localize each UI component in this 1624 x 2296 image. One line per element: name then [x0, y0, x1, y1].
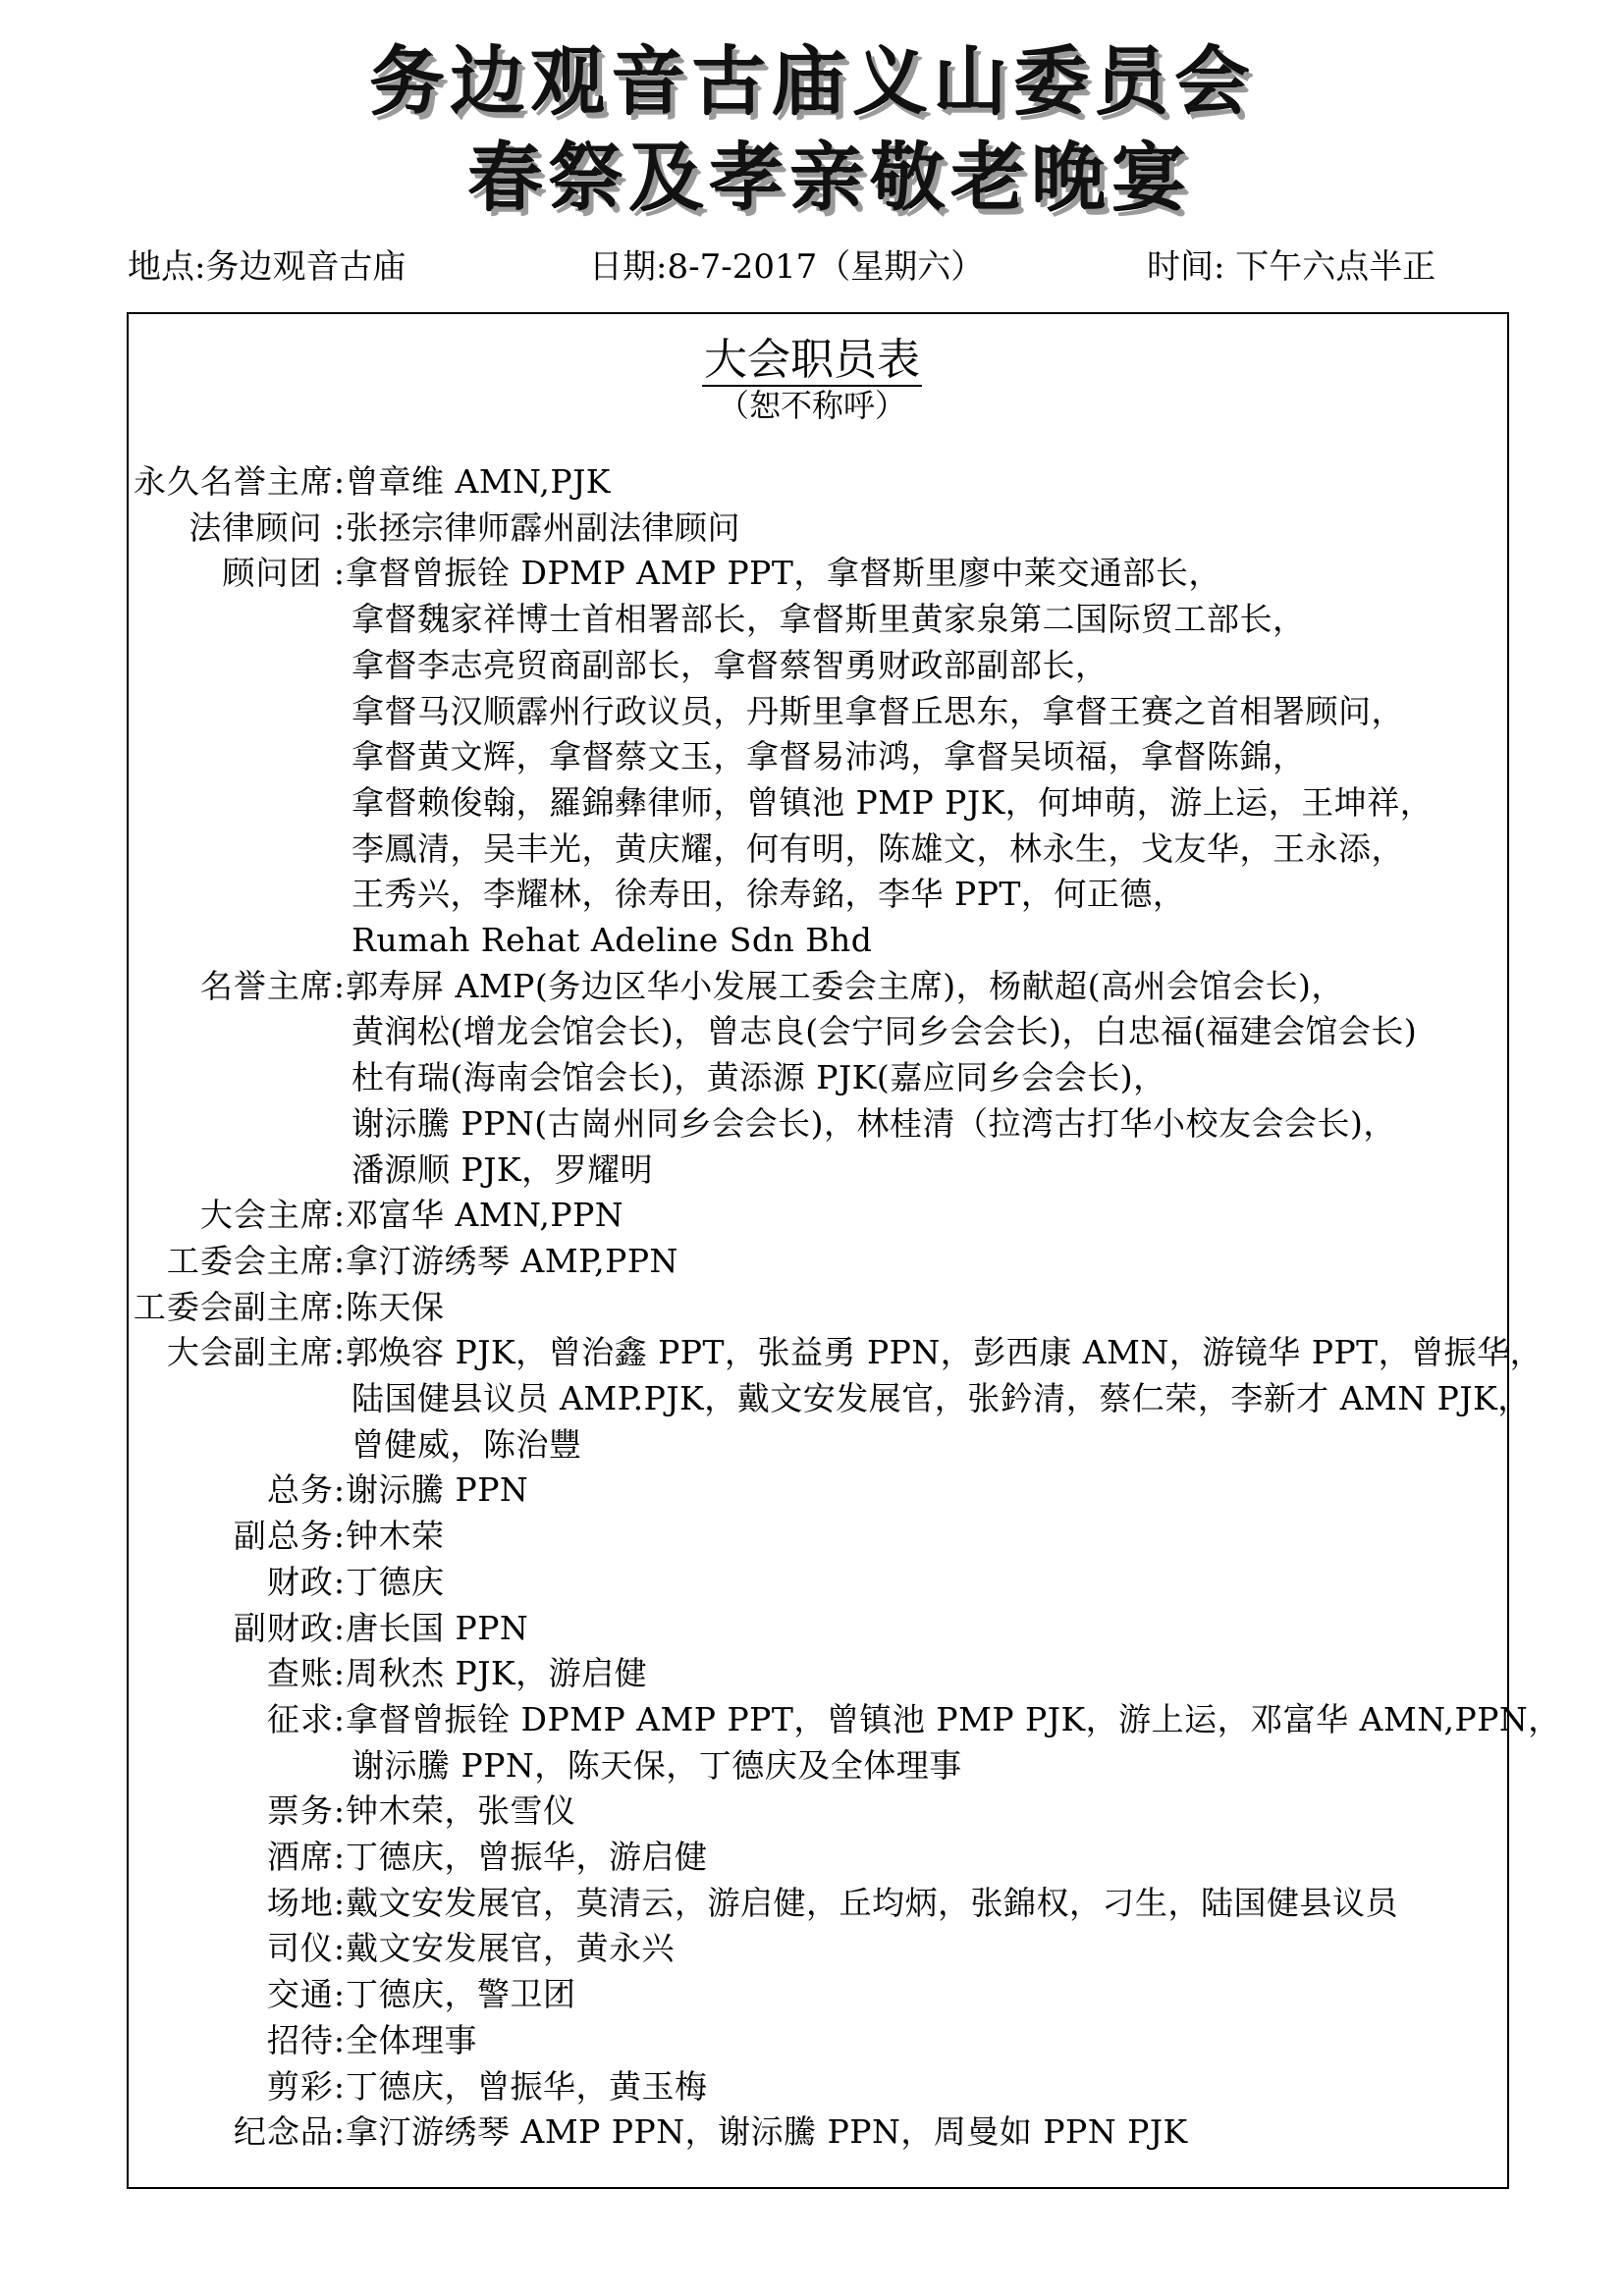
role-label: 永久名誉主席: [133, 462, 346, 501]
role-value: 戴文安发展官，黄永兴 [346, 1929, 675, 1967]
role-row [130, 964, 1344, 1009]
role-label: 交通: [266, 1975, 346, 2013]
page-title-line2: 春祭及孝亲敬老晚宴 [467, 133, 1192, 221]
role-label: 副总务: [233, 1517, 346, 1555]
role-value: 谢沶騰 PPN [346, 1470, 529, 1509]
role-label: 剪彩: [266, 2067, 346, 2106]
role-label: 总务: [266, 1470, 346, 1509]
role-label: 法律顾问 : [189, 508, 346, 547]
role-value-continuation: 黄润松(增龙会馆会长)，曾志良(会宁同乡会会长)，白忠福(福建会馆会长) [352, 1012, 1418, 1050]
role-value-continuation: 谢沶騰 PPN，陈天保，丁德庆及全体理事 [352, 1746, 962, 1785]
role-value: 钟木荣 [346, 1517, 445, 1555]
role-value-continuation: 潘源顺 PJK，罗耀明 [352, 1150, 654, 1189]
event-location: 地点:务边观音古庙 [128, 247, 406, 287]
committee-heading [0, 324, 1624, 387]
role-value-continuation: 李鳳清，吴丰光，黄庆耀，何有明，陈雄文，林永生，戈友华，王永添， [352, 829, 1404, 868]
role-label: 酒席: [266, 1838, 346, 1876]
role-row [130, 1697, 1561, 1742]
committee-heading-text: 大会职员表 [704, 335, 920, 385]
role-label: 大会副主席: [166, 1333, 346, 1371]
event-time: 时间: 下午六点半正 [1147, 247, 1436, 287]
role-label: 顾问团 : [222, 554, 346, 592]
role-value: 全体理事 [346, 2021, 477, 2059]
role-value: 邓富华 AMN,PPN [346, 1196, 624, 1234]
role-value-continuation: 拿督马汉顺霹州行政议员，丹斯里拿督丘思东，拿督王赛之首相署顾问， [352, 692, 1404, 730]
role-value: 丁德庆，警卫团 [346, 1975, 576, 2013]
role-value-continuation: 拿督黄文辉，拿督蔡文玉，拿督易沛鸿，拿督吴顷福，拿督陈錦， [352, 737, 1306, 775]
role-row [130, 1285, 445, 1330]
role-value: 钟木荣，张雪仪 [346, 1791, 576, 1830]
role-row [130, 1239, 678, 1284]
role-value-continuation: Rumah Rehat Adeline Sdn Bhd [352, 921, 873, 959]
role-value: 张拯宗律师霹州副法律顾问 [346, 508, 740, 547]
role-row [130, 459, 611, 505]
committee-subheading: （恕不称呼） [717, 387, 906, 424]
role-value: 拿督曾振铨 DPMP AMP PPT，拿督斯里廖中莱交通部长， [346, 554, 1221, 592]
role-row [130, 2109, 1188, 2155]
role-row [130, 1193, 623, 1238]
role-row [130, 2064, 708, 2109]
role-value: 拿督曾振铨 DPMP AMP PPT，曾镇池 PMP PJK，游上运，邓富华 AMN,PPN， [346, 1700, 1561, 1738]
role-value: 陈天保 [346, 1288, 445, 1326]
role-value-continuation: 陆国健县议员 AMP.PJK，戴文安发展官，张鈐清，蔡仁荣，李新才 AMN PJK， [352, 1379, 1531, 1417]
role-value: 周秋杰 PJK，游启健 [346, 1654, 648, 1692]
role-value: 戴文安发展官，莫清云，游启健，丘均炳，张錦权，刁生，陆国健县议员 [346, 1884, 1398, 1922]
role-label: 副财政: [233, 1609, 346, 1647]
role-value: 丁德庆，曾振华，游启健 [346, 1838, 708, 1876]
role-value-continuation: 杜有瑞(海南会馆会长)，黄添源 PJK(嘉应同乡会会长)， [352, 1058, 1166, 1096]
role-row [130, 1606, 528, 1651]
role-value: 拿汀游绣琴 AMP PPN，谢沶騰 PPN，周曼如 PPN PJK [346, 2112, 1188, 2151]
role-row [130, 506, 740, 551]
role-value: 郭焕容 PJK，曾治鑫 PPT，张益勇 PPN，彭西康 AMN，游镜华 PPT，曾振华， [346, 1333, 1543, 1371]
role-value: 丁德庆，曾振华，黄玉梅 [346, 2067, 708, 2106]
role-label: 名誉主席: [199, 967, 346, 1005]
role-value-continuation: 王秀兴，李耀林，徐寿田，徐寿銘，李华 PPT，何正德， [352, 875, 1186, 913]
role-value: 丁德庆 [346, 1563, 445, 1601]
role-label: 纪念品: [233, 2112, 346, 2151]
role-label: 工委会副主席: [133, 1288, 346, 1326]
role-value: 郭寿屏 AMP(务边区华小发展工委会主席)，杨献超(高州会馆会长)， [346, 967, 1344, 1005]
role-label: 征求: [266, 1700, 346, 1738]
role-value: 拿汀游绣琴 AMP,PPN [346, 1242, 678, 1280]
role-label: 票务: [266, 1791, 346, 1830]
role-value: 曾章维 AMN,PJK [346, 462, 611, 501]
role-label: 财政: [266, 1563, 346, 1601]
page-title-line1: 务边观音古庙义山委员会 [369, 37, 1255, 125]
role-row [130, 1926, 675, 1971]
role-value-continuation: 拿督李志亮贸商副部长，拿督蔡智勇财政部副部长， [352, 646, 1109, 684]
role-label: 查账: [266, 1654, 346, 1692]
role-value-continuation: 谢沶騰 PPN(古崗州同乡会会长)，林桂清（拉湾古打华小校友会会长)， [352, 1104, 1396, 1143]
role-label: 大会主席: [199, 1196, 346, 1234]
role-row [130, 1330, 1543, 1375]
role-label: 工委会主席: [166, 1242, 346, 1280]
event-date: 日期:8-7-2017（星期六） [589, 247, 985, 287]
role-value-continuation: 曾健威，陈治豐 [352, 1425, 582, 1464]
role-row [130, 1468, 528, 1513]
role-value-continuation: 拿督魏家祥博士首相署部长，拿督斯里黄家泉第二国际贸工部长， [352, 600, 1306, 638]
role-row [130, 1560, 445, 1605]
role-row [130, 1835, 708, 1880]
role-row [130, 1881, 1398, 1926]
role-row [130, 1789, 576, 1834]
role-label: 招待: [266, 2021, 346, 2059]
role-row [130, 1972, 576, 2017]
role-row [130, 551, 1221, 596]
role-row [130, 1651, 647, 1696]
role-row [130, 1514, 445, 1559]
role-label: 司仪: [266, 1929, 346, 1967]
role-value: 唐长国 PPN [346, 1609, 529, 1647]
role-value-continuation: 拿督赖俊翰，羅錦彝律师，曾镇池 PMP PJK，何坤萌，游上运，王坤祥， [352, 783, 1434, 822]
role-label: 场地: [266, 1884, 346, 1922]
role-row [130, 2018, 477, 2063]
